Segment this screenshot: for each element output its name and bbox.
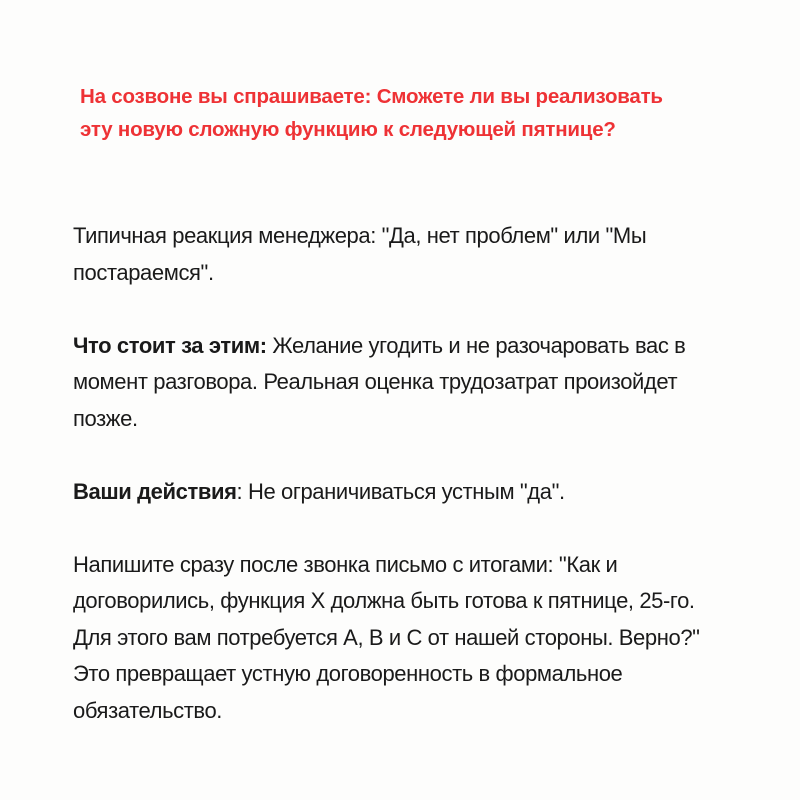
heading-question: На созвоне вы спрашиваете: Сможете ли вы реализовать эту новую сложную функцию к следующей пятнице?	[80, 85, 663, 141]
body-text	[73, 218, 733, 729]
spacer	[73, 291, 733, 328]
spacer	[73, 437, 733, 474]
label-your-actions: Ваши действия	[73, 478, 237, 504]
label-what-is-behind: Что стоит за этим:	[73, 332, 267, 358]
paragraph-follow-up-letter: Напишите сразу после звонка письмо с итогами: "Как и договорились, функция X должна быть готова к пятнице, 25-го. Для этого вам потребуется A, B и C от нашей стороны. Верно?"	[73, 551, 700, 650]
spacer	[73, 510, 733, 547]
paragraph-what-is-behind	[73, 328, 733, 438]
text-what-is-behind: Желание угодить и не разочаровать вас в момент разговора. Реальная оценка трудозатрат произойдет позже.	[73, 332, 686, 431]
text-your-actions: : Не ограничиваться устным "да".	[236, 478, 565, 504]
paragraph-your-actions	[73, 474, 733, 511]
paragraph-manager-reaction: Типичная реакция менеджера: "Да, нет проблем" или "Мы постараемся".	[73, 223, 647, 285]
paragraph-result: Это превращает устную договоренность в формальное обязательство.	[73, 661, 623, 723]
